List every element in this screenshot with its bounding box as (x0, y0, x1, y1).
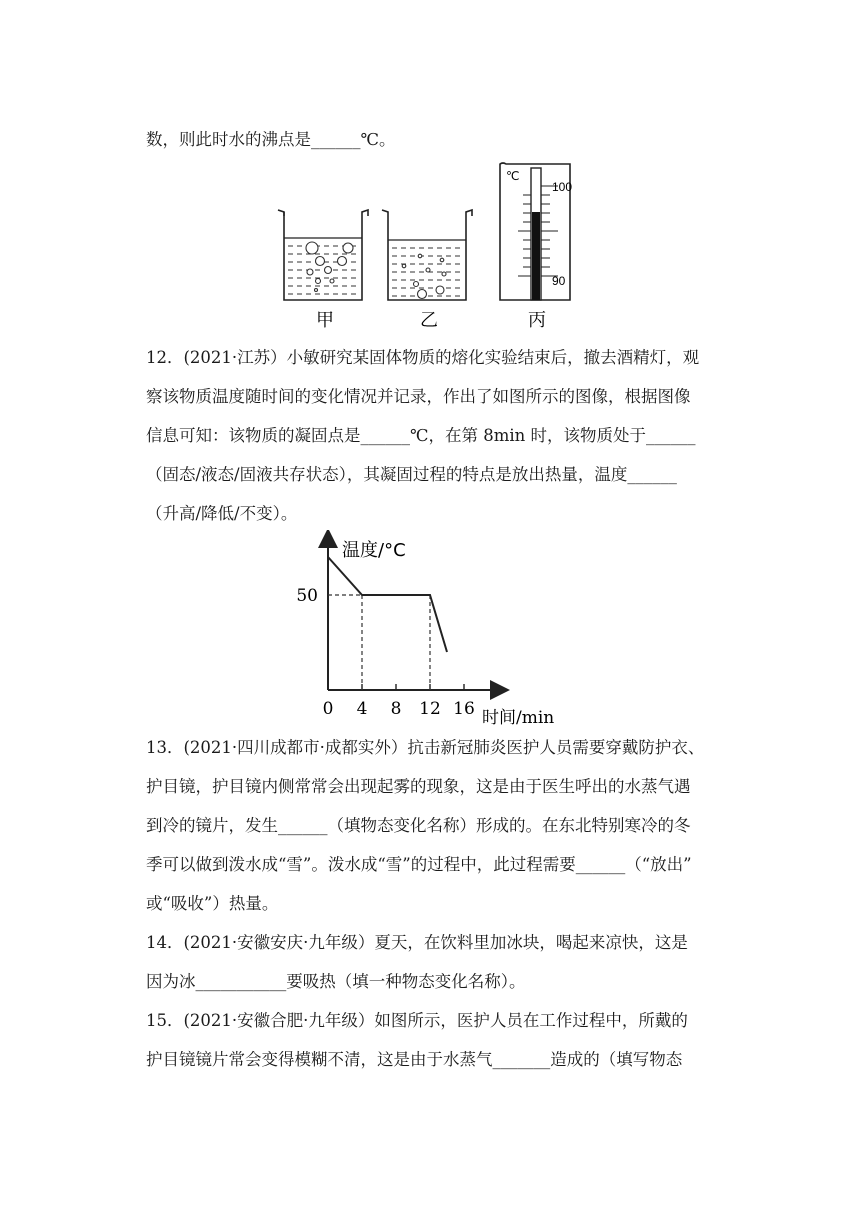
thermometer (500, 163, 572, 300)
x-tick-label: 12 (419, 699, 441, 719)
text-line: 护目镜镜片常会变得模糊不清，这是由于水蒸气_______造成的（填写物态 (146, 1050, 683, 1069)
series-line (328, 557, 447, 652)
y-axis-label: 温度/°C (342, 540, 406, 561)
label-jia: 甲 (316, 310, 334, 331)
text-line: 察该物质温度随时间的变化情况并记录，作出了如图所示的图像，根据图像 (146, 387, 691, 406)
text-line: 14．(2021·安徽安庆·九年级）夏天，在饮料里加冰块，喝起来凉快，这是 (146, 933, 688, 952)
x-tick-label: 8 (390, 699, 402, 719)
text-line: （升高/降低/不变）。 (146, 504, 298, 523)
text-line: 护目镜，护目镜内侧常常会出现起雾的现象，这是由于医生呼出的水蒸气遇 (146, 777, 691, 796)
x-tick-label: 0 (322, 699, 334, 719)
text-line: 信息可知：该物质的凝固点是______℃，在第 8min 时，该物质处于______ (146, 426, 696, 445)
label-yi: 乙 (420, 310, 438, 331)
text-line: 到冷的镜片，发生______（填物态变化名称）形成的。在东北特别寒冷的冬 (146, 816, 691, 835)
text-line: 12．(2021·江苏）小敏研究某固体物质的熔化实验结束后，撤去酒精灯，观 (146, 348, 700, 367)
text-line: 或“吸收”）热量。 (146, 894, 279, 913)
text-line: 数，则此时水的沸点是______℃。 (146, 130, 396, 149)
thermometer-tick-90: 90 (552, 274, 566, 288)
x-tick-label: 4 (356, 699, 368, 719)
x-axis-label: 时间/min (482, 708, 555, 728)
beaker-yi (382, 210, 472, 300)
text-line: （固态/液态/固液共存状态），其凝固过程的特点是放出热量，温度______ (146, 465, 677, 484)
thermometer-unit-label: ℃ (506, 169, 520, 183)
text-line: 13．(2021·四川成都市·成都实外）抗击新冠肺炎医护人员需要穿戴防护衣、 (146, 738, 705, 757)
thermometer-tick-100: 100 (552, 180, 573, 194)
text-line: 因为冰___________要吸热（填一种物态变化名称）。 (146, 972, 526, 991)
beaker-jia (278, 210, 368, 300)
temperature-time-chart (290, 530, 570, 730)
text-line: 季可以做到泼水成“雪”。泼水成“雪”的过程中，此过程需要______（“放出” (146, 855, 692, 874)
label-bing: 丙 (528, 310, 546, 331)
beaker-thermometer-figure (270, 160, 580, 332)
text-line: 15．(2021·安徽合肥·九年级）如图所示，医护人员在工作过程中，所戴的 (146, 1011, 688, 1030)
x-tick-label: 16 (453, 699, 475, 719)
y-tick-label: 50 (296, 586, 318, 606)
